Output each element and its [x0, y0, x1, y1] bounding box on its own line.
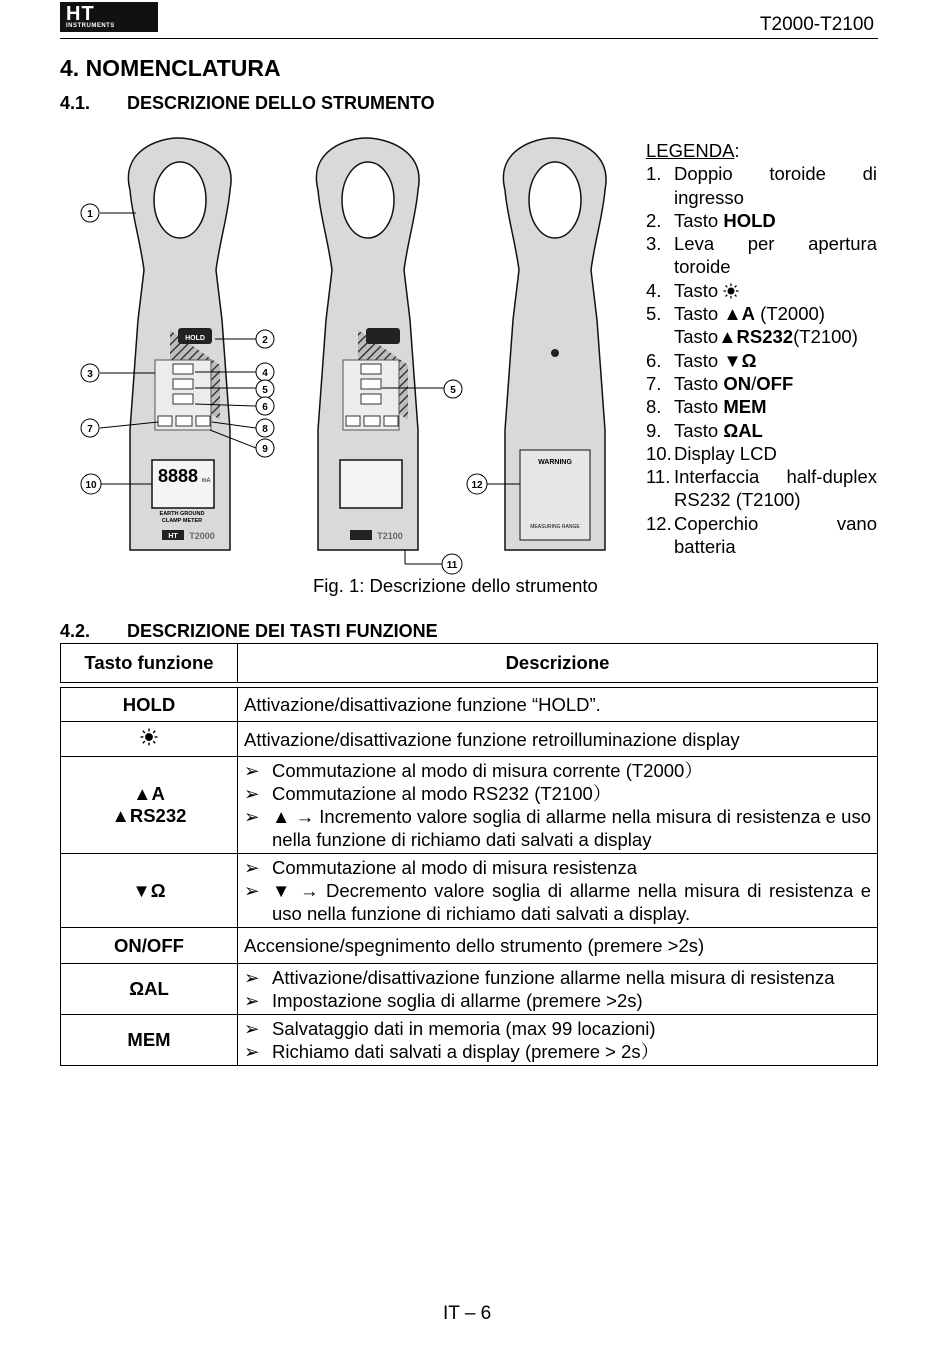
subsection-title: DESCRIZIONE DEI TASTI FUNZIONE — [127, 621, 438, 641]
legend-item-2: 2. Tasto HOLD — [646, 209, 776, 231]
hold-key-label: HOLD — [185, 335, 205, 342]
svg-text:11: 11 — [446, 560, 458, 571]
desc-light: Attivazione/disattivazione funzione retroilluminazione display — [238, 722, 878, 757]
measuring-label: MEASURING RANGE — [530, 524, 580, 530]
arrow-bullet-icon: ➢ — [244, 760, 260, 781]
table-row — [61, 964, 878, 1015]
desc-down-ohm: ➢ Commutazione al modo di misura resistenza ➢ ▼ → Decremento valore soglia di allarme nella misura di resistenza e uso nella funzione di richiamo dati salvati a display. — [238, 854, 878, 928]
legend-item-9: 9. Tasto ΩAL — [646, 419, 763, 441]
col-header-key: Tasto funzione — [61, 644, 238, 683]
arrow-bullet-icon: ➢ — [244, 857, 260, 878]
legend-title: LEGENDA — [646, 140, 735, 161]
svg-text:2: 2 — [262, 335, 268, 346]
arrow-bullet-icon: ➢ — [244, 880, 260, 901]
key-down-ohm: ▼Ω — [61, 854, 238, 928]
svg-text:5: 5 — [262, 385, 268, 396]
model-label-b: T2100 — [377, 531, 403, 541]
arrow-bullet-icon: ➢ — [244, 1018, 260, 1039]
svg-text:8: 8 — [262, 424, 268, 435]
table-row — [61, 757, 878, 854]
key-up-a: ▲A ▲RS232 — [61, 757, 238, 854]
model-header: T2000-T2100 — [759, 14, 874, 35]
light-bulb-icon — [723, 283, 739, 299]
subsection-number: 4.1. — [60, 93, 91, 113]
device-front-t2000 — [128, 138, 231, 550]
table-row — [61, 928, 878, 964]
arrow-bullet-icon: ➢ — [244, 990, 260, 1011]
desc-mem: ➢ Salvataggio dati in memoria (max 99 locazioni) ➢ Richiamo dati salvati a display (premere > 2s） — [238, 1015, 878, 1066]
legend-item-11: 11. Interfaccia half-duplex RS232 (T2100) — [646, 466, 877, 511]
logo-subtext: INSTRUMENTS — [66, 22, 115, 29]
svg-text:12: 12 — [471, 480, 483, 491]
callout-1 — [81, 204, 136, 222]
legend-item-1: 1. Doppio toroide di ingresso — [646, 163, 877, 208]
legend-title-row: LEGENDA: — [646, 140, 740, 161]
col-header-desc: Descrizione — [238, 644, 878, 683]
lcd-unit: mA — [201, 478, 211, 484]
ht-logo — [60, 2, 158, 32]
key-hold: HOLD — [61, 688, 238, 722]
svg-text:4: 4 — [262, 368, 268, 379]
subsection-4-2 — [60, 621, 438, 642]
arrow-bullet-icon: ➢ — [244, 783, 260, 804]
subsection-number: 4.2. — [60, 621, 91, 641]
svg-text:1: 1 — [87, 209, 93, 220]
desc-up-a: ➢ Commutazione al modo di misura corrente (T2000） ➢ Commutazione al modo RS232 (T2100） ➢ ▲ → Incremento valore soglia di allarme nella misura di resistenza e uso nella funzione di richiamo dati salvati a display — [238, 757, 878, 854]
legend-item-6: 6. Tasto ▼Ω — [646, 349, 757, 371]
table-row — [61, 688, 878, 722]
subsection-4-1 — [60, 93, 435, 114]
svg-text:10: 10 — [85, 480, 97, 491]
key-ohm-al: ΩAL — [61, 964, 238, 1015]
legend-item-3: 3. Leva per apertura toroide — [646, 233, 877, 278]
earth-label-2: CLAMP METER — [161, 518, 203, 524]
instrument-figure — [70, 130, 640, 580]
brand-label: HT — [168, 533, 178, 540]
legend-item-4: 4. Tasto — [646, 279, 877, 302]
arrow-bullet-icon: ➢ — [244, 1041, 260, 1062]
svg-text:3: 3 — [87, 369, 93, 380]
desc-on-off: Accensione/spegnimento dello strumento (premere >2s) — [238, 928, 878, 964]
legend-item-7: 7. Tasto ON/OFF — [646, 372, 794, 394]
lcd-digits: 8888 — [157, 466, 199, 486]
svg-text:9: 9 — [262, 444, 268, 455]
table-row — [61, 722, 878, 757]
legend-item-5: 5. Tasto ▲A (T2000) Tasto▲RS232(T2100) — [646, 303, 858, 348]
svg-text:6: 6 — [262, 402, 268, 413]
legend — [646, 139, 877, 558]
arrow-bullet-icon: ➢ — [244, 967, 260, 988]
callout-11 — [405, 550, 462, 574]
warning-label: WARNING — [538, 459, 572, 466]
key-on-off: ON/OFF — [61, 928, 238, 964]
svg-text:7: 7 — [87, 424, 93, 435]
desc-hold: Attivazione/disattivazione funzione “HOLD”. — [238, 688, 878, 722]
light-bulb-icon — [140, 728, 158, 746]
table-row — [61, 1015, 878, 1066]
function-keys-table — [60, 643, 878, 1066]
header-rule — [60, 38, 878, 39]
legend-item-12: 12. Coperchio vano batteria — [646, 512, 877, 558]
legend-item-8: 8. Tasto MEM — [646, 396, 767, 418]
earth-label-1: EARTH GROUND — [159, 511, 205, 517]
subsection-title: DESCRIZIONE DELLO STRUMENTO — [127, 93, 435, 113]
table-header-row — [61, 644, 878, 683]
model-label-a: T2000 — [189, 531, 215, 541]
device-back — [503, 138, 606, 550]
legend-item-10: 10. Display LCD — [646, 442, 777, 464]
key-mem: MEM — [61, 1015, 238, 1066]
section-title: 4. NOMENCLATURA — [60, 55, 281, 81]
device-front-t2100 — [316, 138, 419, 550]
key-light — [61, 722, 238, 757]
desc-ohm-al: ➢ Attivazione/disattivazione funzione allarme nella misura di resistenza ➢ Impostazione soglia di allarme (premere >2s) — [238, 964, 878, 1015]
arrow-bullet-icon: ➢ — [244, 806, 260, 827]
figure-caption: Fig. 1: Descrizione dello strumento — [313, 575, 598, 596]
table-row — [61, 854, 878, 928]
logo-text: HT — [66, 2, 95, 25]
page-number: IT – 6 — [443, 1303, 492, 1324]
svg-text:5: 5 — [450, 385, 456, 396]
